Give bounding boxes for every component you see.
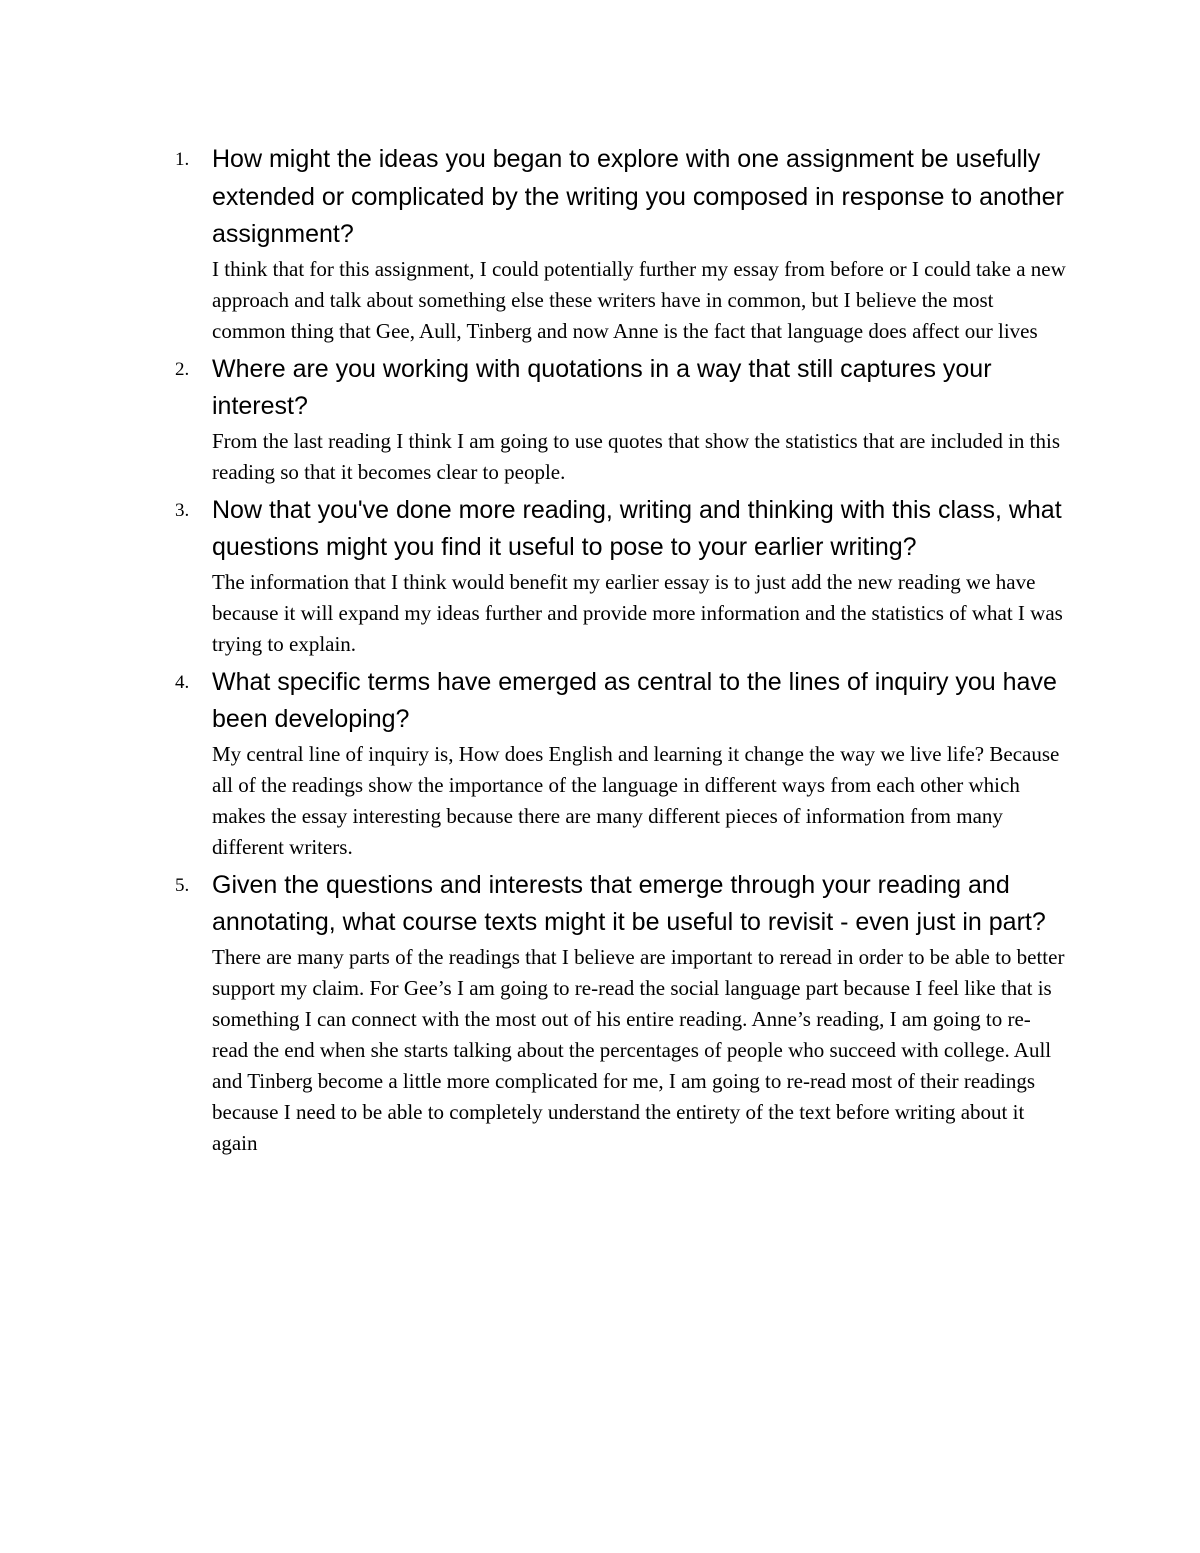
list-item-5	[172, 867, 1072, 1159]
item-number: 5.	[175, 874, 190, 896]
question-text: How might the ideas you began to explore with one assignment be usefully extended or complicated by the writing you composed in response to another assignment?	[212, 145, 1064, 248]
question-text: Given the questions and interests that emerge through your reading and annotating, what course texts might it be useful to revisit - even just in part?	[212, 870, 1046, 936]
question-list	[172, 141, 1072, 1163]
question-text: What specific terms have emerged as central to the lines of inquiry you have been developing?	[212, 667, 1057, 733]
answer-text: There are many parts of the readings that I believe are important to reread in order to be able to better support my claim. For Gee’s I am going to re-read the social language part because I feel like that is something I can connect with the most out of his entire reading. Anne’s reading, I am going to re- read the end when she starts talking about the percentages of people who succeed with college. Aull and Tinberg become a little more complicated for me, I am going to re-read most of their readings because I need to be able to completely understand the entirety of the text before writing about it again	[212, 944, 1065, 1155]
answer-text: From the last reading I think I am going to use quotes that show the statistics that are included in this reading so that it becomes clear to people.	[212, 428, 1061, 484]
item-number: 1.	[175, 149, 190, 170]
item-number: 3.	[175, 499, 190, 521]
question-text: Now that you've done more reading, writing and thinking with this class, what questions might you find it useful to pose to your earlier writing?	[212, 495, 1062, 561]
list-item-1	[172, 141, 1072, 347]
item-number: 2.	[175, 358, 190, 380]
list-item-2	[172, 351, 1072, 488]
answer-text: The information that I think would benefit my earlier essay is to just add the new reading we have because it will expand my ideas further and provide more information and the statistics of what I was trying to explain.	[212, 569, 1063, 656]
list-item-4	[172, 664, 1072, 863]
item-number: 4.	[175, 671, 190, 693]
list-item-3	[172, 492, 1072, 660]
answer-text: I think that for this assignment, I could potentially further my essay from before or I could take a new approach and talk about something else these writers have in common, but I believe the most common thing that Gee, Aull, Tinberg and now Anne is the fact that language does affect our lives	[212, 256, 1066, 343]
question-text: Where are you working with quotations in a way that still captures your interest?	[212, 354, 992, 420]
answer-text: My central line of inquiry is, How does English and learning it change the way we live life? Because all of the readings show the importance of the language in different ways from each other which makes the essay interesting because there are many different pieces of information from many different writers.	[212, 741, 1060, 859]
